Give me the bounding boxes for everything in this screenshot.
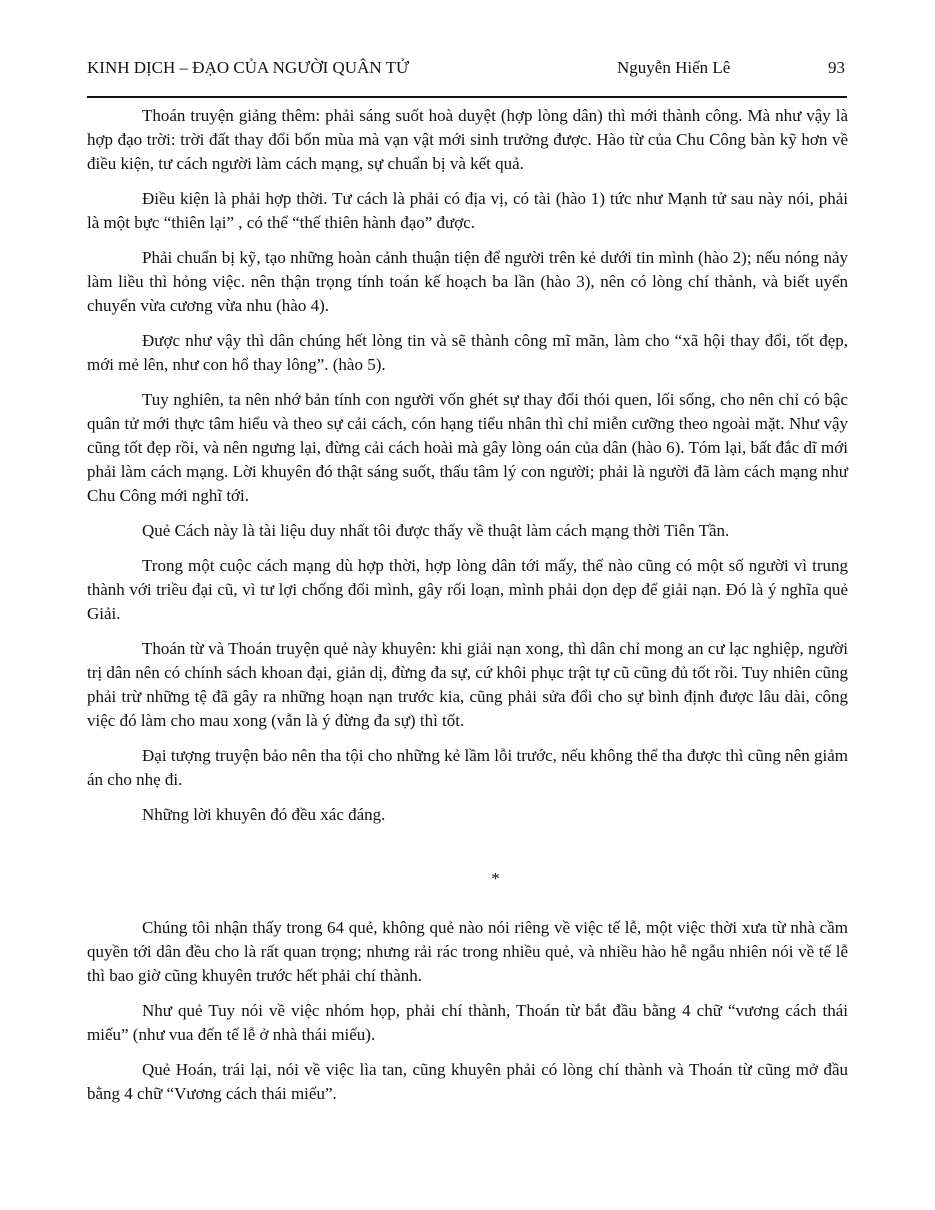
paragraph: Được như vậy thì dân chúng hết lòng tin và sẽ thành công mĩ mãn, làm cho “xã hội thay đổi, tốt đẹp, mới mẻ lên, như con hổ thay lông”. (hào 5). — [87, 331, 848, 374]
section-separator: * — [491, 869, 500, 888]
running-header-author: Nguyễn Hiến Lê — [617, 58, 731, 77]
paragraph: Phải chuẩn bị kỹ, tạo những hoàn cảnh thuận tiện để người trên kẻ dưới tin mình (hào 2); nếu nóng nảy làm liều thì hỏng việc. nên thận trọng tính toán kế hoạch ba lần (hào 3), nên có lòng chí thành, và biết uyển chuyển vừa cương vừa nhu (hào 4). — [87, 248, 848, 315]
main-text — [87, 104, 848, 891]
header-rule — [87, 96, 847, 98]
paragraph: Đại tượng truyện bảo nên tha tội cho những kẻ lầm lỗi trước, nếu không thể tha được thì cũng nên giảm án cho nhẹ đi. — [87, 746, 848, 789]
paragraph: Những lời khuyên đó đều xác đáng. — [142, 805, 386, 824]
paragraph: Thoán từ và Thoán truyện quẻ này khuyên: khi giải nạn xong, thì dân chỉ mong an cư lạc nghiệp, người trị dân nên có chính sách khoan đại, giản dị, đừng đa sự, cứ khôi phục trật tự cũ cũng đủ tốt rồi. Tuy nhiên cũng phải trừ những tệ đã gây ra những hoạn nạn trước kia, cũng phải sửa đổi cho sự bình định được lâu dài, công việc đó làm cho mau xong (vẫn là ý đừng đa sự) thì tốt. — [87, 639, 848, 730]
main-text-continued — [87, 916, 848, 1117]
running-header-title: KINH DỊCH – ĐẠO CỦA NGƯỜI QUÂN TỬ — [87, 58, 410, 77]
paragraph: Chúng tôi nhận thấy trong 64 quẻ, không quẻ nào nói riêng về việc tế lễ, một việc thời xưa từ nhà cầm quyền tới dân đều cho là rất quan trọng; nhưng rải rác trong nhiều quẻ, và nhiều hào hễ ngẫu nhiên nói về tế lễ thì bao giờ cũng khuyên trước hết phải chí thành. — [87, 918, 848, 985]
paragraph: Quẻ Hoán, trái lại, nói về việc lìa tan, cũng khuyên phải có lòng chí thành và Thoán từ cũng mở đầu bằng 4 chữ “Vương cách thái miếu”. — [87, 1060, 848, 1103]
paragraph: Như quẻ Tuy nói về việc nhóm họp, phải chí thành, Thoán từ bắt đầu bằng 4 chữ “vương cách thái miếu” (như vua đến tế lễ ở nhà thái miếu). — [87, 1001, 848, 1044]
paragraph: Tuy nghiên, ta nên nhớ bản tính con người vốn ghét sự thay đổi thói quen, lối sống, cho nên chỉ có bậc quân tử mới thực tâm hiểu và theo sự cải cách, cón hạng tiểu nhân thì chỉ miễn cưỡng theo ngoài mặt. Như vậy cũng tốt đẹp rồi, và nên ngưng lại, đừng cải cách hoài mà gây lòng oán của dân (hào 6). Tóm lại, bất đắc dĩ mới phải làm cách mạng. Lời khuyên đó thật sáng suốt, thấu tâm lý con người; phải là người đã làm cách mạng như Chu Công mới nghĩ tới. — [87, 390, 848, 505]
paragraph: Điều kiện là phải hợp thời. Tư cách là phải có địa vị, có tài (hào 1) tức như Mạnh tử sau này nói, phải là một bực “thiên lại” , có thể “thế thiên hành đạo” được. — [87, 189, 848, 232]
paragraph: Thoán truyện giảng thêm: phải sáng suốt hoà duyệt (hợp lòng dân) thì mới thành công. Mà như vậy là hợp đạo trời: trời đất thay đổi bốn mùa mà vạn vật mới sinh trưởng được. Hào từ của Chu Công bàn kỹ hơn về điều kiện, tư cách người làm cách mạng, sự chuẩn bị và kết quả. — [87, 106, 848, 173]
page-number: 93 — [828, 58, 845, 77]
paragraph: Quẻ Cách này là tài liệu duy nhất tôi được thấy về thuật làm cách mạng thời Tiên Tần. — [142, 521, 730, 540]
paragraph: Trong một cuộc cách mạng dù hợp thời, hợp lòng dân tới mấy, thế nào cũng có một số người vì trung thành với triều đại cũ, vì tư lợi chống đối mình, gây rối loạn, mình phải dọn dẹp để giải nạn. Đó là ý nghĩa quẻ Giải. — [87, 556, 848, 623]
